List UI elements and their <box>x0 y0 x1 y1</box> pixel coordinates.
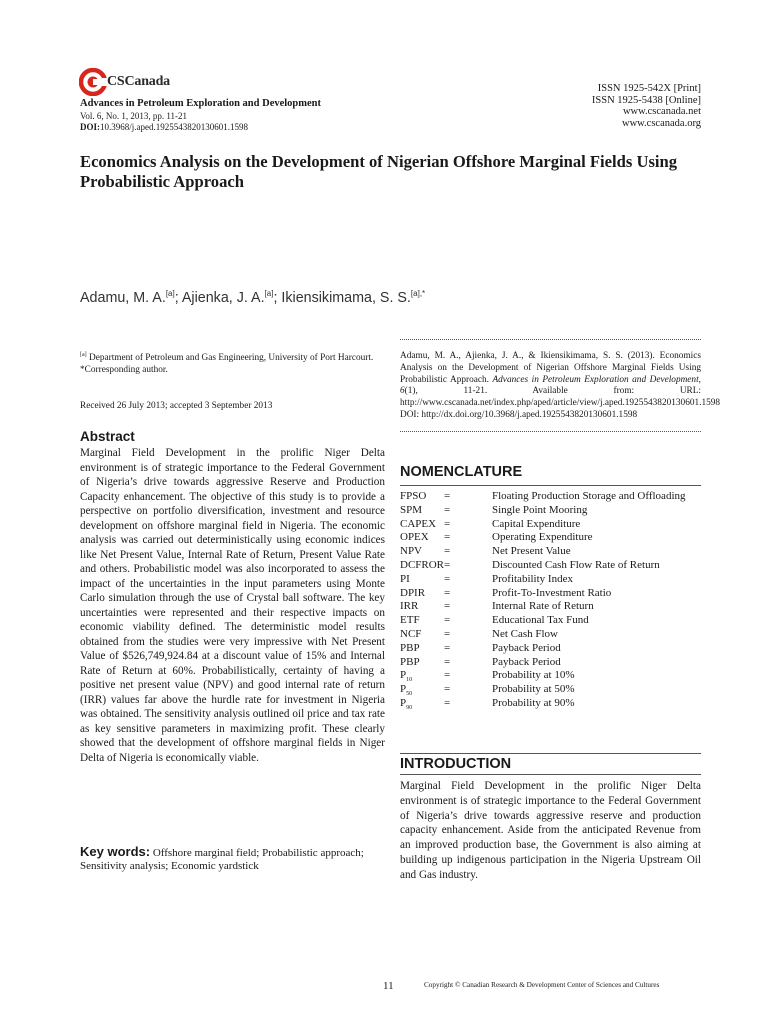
nomenclature-row <box>400 587 720 601</box>
nomenclature-abbreviation <box>400 531 429 543</box>
nomenclature-equals: = <box>444 655 451 668</box>
nomenclature-definition: Net Cash Flow <box>492 627 558 640</box>
nomenclature-row <box>400 600 720 614</box>
abbreviation-subscript: 50 <box>406 691 413 698</box>
nomenclature-abbreviation <box>400 573 410 585</box>
nomenclature-abbreviation <box>400 697 412 711</box>
nomenclature-equals: = <box>444 503 451 516</box>
keywords-text: Offshore marginal field; Probabilistic approach; Sensitivity analysis; Economic yardstick <box>80 847 364 873</box>
author-affiliation-mark: [a] <box>264 289 274 298</box>
nomenclature-abbreviation <box>400 559 444 571</box>
author-affiliation-mark: [a] <box>165 289 175 298</box>
citation-volume: 6 <box>400 386 405 397</box>
publisher-logo <box>79 66 379 100</box>
logo-text: CSCanada <box>107 74 170 89</box>
author-name: Ikiensikimama, S. S. <box>281 289 411 306</box>
nomenclature-definition: Operating Expenditure <box>492 531 593 544</box>
abbreviation-text: PBP <box>400 655 420 668</box>
nomenclature-row <box>400 573 720 587</box>
doi-line <box>80 122 248 132</box>
website-link-org[interactable]: www.cscanada.org <box>621 117 701 129</box>
nomenclature-row <box>400 545 720 559</box>
nomenclature-definition: Probability at 50% <box>492 683 575 696</box>
abbreviation-text: NPV <box>400 545 423 558</box>
nomenclature-row <box>400 628 720 642</box>
introduction-top-divider <box>400 753 701 754</box>
nomenclature-abbreviation <box>400 545 422 557</box>
issn-online: ISSN 1925-5438 [Online] <box>591 94 701 106</box>
abbreviation-text: CAPEX <box>400 517 437 530</box>
nomenclature-abbreviation <box>400 504 422 516</box>
issn-print: ISSN 1925-542X [Print] <box>597 83 701 94</box>
abbreviation-text: P <box>400 683 407 696</box>
nomenclature-row <box>400 697 720 711</box>
issn-block <box>592 83 701 129</box>
abbreviation-text: P <box>400 669 407 682</box>
nomenclature-equals: = <box>444 531 451 544</box>
nomenclature-abbreviation <box>400 600 418 612</box>
nomenclature-abbreviation <box>400 656 420 668</box>
abbreviation-text: IRR <box>400 600 419 613</box>
nomenclature-definition: Profit-To-Investment Ratio <box>492 586 612 599</box>
nomenclature-abbreviation <box>400 669 412 683</box>
nomenclature-definition: Probability at 10% <box>492 669 575 682</box>
nomenclature-row <box>400 490 720 504</box>
citation-bottom-divider <box>400 431 701 432</box>
received-dates: Received 26 July 2013; accepted 3 September 2013 <box>80 401 273 411</box>
citation-text[interactable]: (1), 11-21. Available from: URL: http://www.cscanada.net/index.php/aped/article/view/j.aped.1925543820130601.1598 DOI: http://dx.doi.org/10.3968/j.aped.1925543820130601.1598 <box>400 386 721 420</box>
nomenclature-definition: Internal Rate of Return <box>492 600 594 613</box>
citation-top-divider <box>400 339 701 340</box>
affiliation <box>80 350 385 365</box>
abbreviation-text: P <box>400 696 407 709</box>
nomenclature-equals: = <box>444 558 451 571</box>
nomenclature-equals: = <box>444 490 451 502</box>
article-title: Economics Analysis on the Development of Nigerian Offshore Marginal Fields Using Probabilistic Approach <box>80 152 678 191</box>
corresponding-author: *Corresponding author. <box>80 364 168 375</box>
page-number: 11 <box>383 980 394 992</box>
nomenclature-definition: Single Point Mooring <box>492 503 588 516</box>
nomenclature-row <box>400 669 720 683</box>
nomenclature-equals: = <box>444 600 451 613</box>
nomenclature-abbreviation <box>400 587 425 599</box>
introduction-heading: INTRODUCTION <box>400 756 512 772</box>
abbreviation-text: PI <box>400 572 410 585</box>
nomenclature-definition: Payback Period <box>492 641 561 654</box>
introduction-text: Marginal Field Development in the prolific Niger Delta environment is of strategic importance to the Federal Government of Nigeria’s drive towards aggressive reserve and production capacity enhancement. Aside from the anticipated Revenue from an improved production base, the Government is also aiming at building up indigenous participation in the Nigeria Upstream Oil and Gas industry. <box>400 780 701 881</box>
nomenclature-equals: = <box>444 696 451 709</box>
nomenclature-definition: Net Present Value <box>492 545 571 558</box>
nomenclature-definition: Capital Expenditure <box>492 517 581 530</box>
author-name: Ajienka, J. A. <box>181 289 265 306</box>
affiliation-text: Department of Petroleum and Gas Engineering, University of Port Harcourt. <box>86 353 374 364</box>
abbreviation-text: FPSO <box>400 490 427 502</box>
doi-label: DOI: <box>80 122 100 132</box>
nomenclature-heading: NOMENCLATURE <box>400 464 523 480</box>
nomenclature-equals: = <box>444 517 451 530</box>
author-affiliation-mark: [a],* <box>410 289 426 298</box>
abbreviation-text: NCF <box>400 627 422 640</box>
nomenclature-definition: Profitability Index <box>492 572 573 585</box>
nomenclature-row <box>400 656 720 670</box>
author-name: Adamu, M. A. <box>80 289 166 306</box>
doi-value: 10.3968/j.aped.1925543820130601.1598 <box>100 122 248 132</box>
journal-name: Advances in Petroleum Exploration and Development <box>80 98 322 109</box>
nomenclature-divider <box>400 485 701 486</box>
nomenclature-abbreviation <box>400 683 412 697</box>
nomenclature-row <box>400 504 720 518</box>
nomenclature-definition: Floating Production Storage and Offloading <box>492 490 686 502</box>
nomenclature-table <box>400 490 720 711</box>
nomenclature-equals: = <box>444 641 451 654</box>
citation-text: Adamu, M. A., Ajienka, J. A., & Ikiensikimama, S. S. (2013). Economics Analysis on the Development of Nigerian Offshore Marginal Fields Using Probabilistic Approach. <box>400 351 701 385</box>
abbreviation-text: PBP <box>400 641 420 654</box>
cscanada-logo-icon <box>79 68 107 96</box>
citation-block <box>400 351 721 422</box>
introduction-divider <box>400 774 701 775</box>
nomenclature-equals: = <box>444 545 451 558</box>
nomenclature-equals: = <box>444 586 451 599</box>
nomenclature-row <box>400 518 720 532</box>
author-separator: ; <box>174 289 182 306</box>
nomenclature-equals: = <box>444 614 451 627</box>
abbreviation-subscript: 90 <box>406 705 413 712</box>
volume-info: Vol. 6, No. 1, 2013, pp. 11-21 <box>80 111 188 121</box>
copyright-notice: Copyright © Canadian Research & Development Center of Sciences and Cultures <box>424 981 660 989</box>
nomenclature-equals: = <box>444 669 451 682</box>
nomenclature-row <box>400 683 720 697</box>
keywords <box>80 845 385 873</box>
nomenclature-row <box>400 531 720 545</box>
author-list <box>80 289 425 306</box>
nomenclature-abbreviation <box>400 490 426 502</box>
abbreviation-text: SPM <box>400 503 423 516</box>
nomenclature-equals: = <box>444 683 451 696</box>
nomenclature-row <box>400 614 720 628</box>
nomenclature-abbreviation <box>400 642 420 654</box>
abbreviation-subscript: 10 <box>406 677 413 684</box>
nomenclature-definition: Discounted Cash Flow Rate of Return <box>492 558 660 571</box>
citation-text: , <box>698 374 701 385</box>
affiliation-block <box>80 350 385 377</box>
nomenclature-definition: Payback Period <box>492 655 561 668</box>
abbreviation-text: DCFROR <box>400 558 445 571</box>
nomenclature-abbreviation <box>400 628 421 640</box>
nomenclature-abbreviation <box>400 518 436 530</box>
author-separator: ; <box>273 289 282 306</box>
abstract-text: Marginal Field Development in the prolific Niger Delta environment is of strategic importance to the Federal Government of Nigeria’s drive towards aggressive Reserve and Production Capacity enhancement. The objective of this study is to provide a perspective on portfolio diversification, investment and resource development on offshore marginal field in Nigeria. The economic analysis was carried out deterministically using economic indices like Net Present Value, Internal Rate of Return, Present Value Rate and others. Probabilistic model was also incorporated to assess the impact of the uncertainties in the input parameters using Monte Carlo simulation through the use of Crystal ball software. The key uncertainties were represented and their respective impacts on economic viability defined. The deterministic model results obtained from the studies were very impressive with Net Present Value of $526,749,924.84 at a discount value of 15% and Internal Rate of Return at 60%. Probabilistically, certainty of having a positive net present value (NPV) and good internal rate of return (IRR) values far above the hurdle rate for investment in Nigeria was obtained. The sensitivity analysis outlined oil price and tax rate as key sensitive parameters in maximizing profit. These clearly showed that the development of offshore marginal fields in Niger Delta of Nigeria is economically viable. <box>80 447 385 764</box>
nomenclature-row <box>400 642 720 656</box>
abstract-heading: Abstract <box>80 429 135 444</box>
abbreviation-text: DPIR <box>400 586 426 599</box>
nomenclature-abbreviation <box>400 614 420 626</box>
abbreviation-text: OPEX <box>400 531 429 544</box>
abbreviation-text: ETF <box>400 614 420 627</box>
nomenclature-definition: Probability at 90% <box>492 696 575 709</box>
nomenclature-equals: = <box>444 627 451 640</box>
nomenclature-row <box>400 559 720 573</box>
website-link-net[interactable]: www.cscanada.net <box>622 106 701 118</box>
affiliation-marker: [a] <box>80 352 87 358</box>
nomenclature-equals: = <box>444 572 451 585</box>
keywords-label: Key words: <box>80 844 151 859</box>
nomenclature-definition: Educational Tax Fund <box>492 614 589 627</box>
citation-journal: Advances in Petroleum Exploration and Development <box>492 374 699 385</box>
